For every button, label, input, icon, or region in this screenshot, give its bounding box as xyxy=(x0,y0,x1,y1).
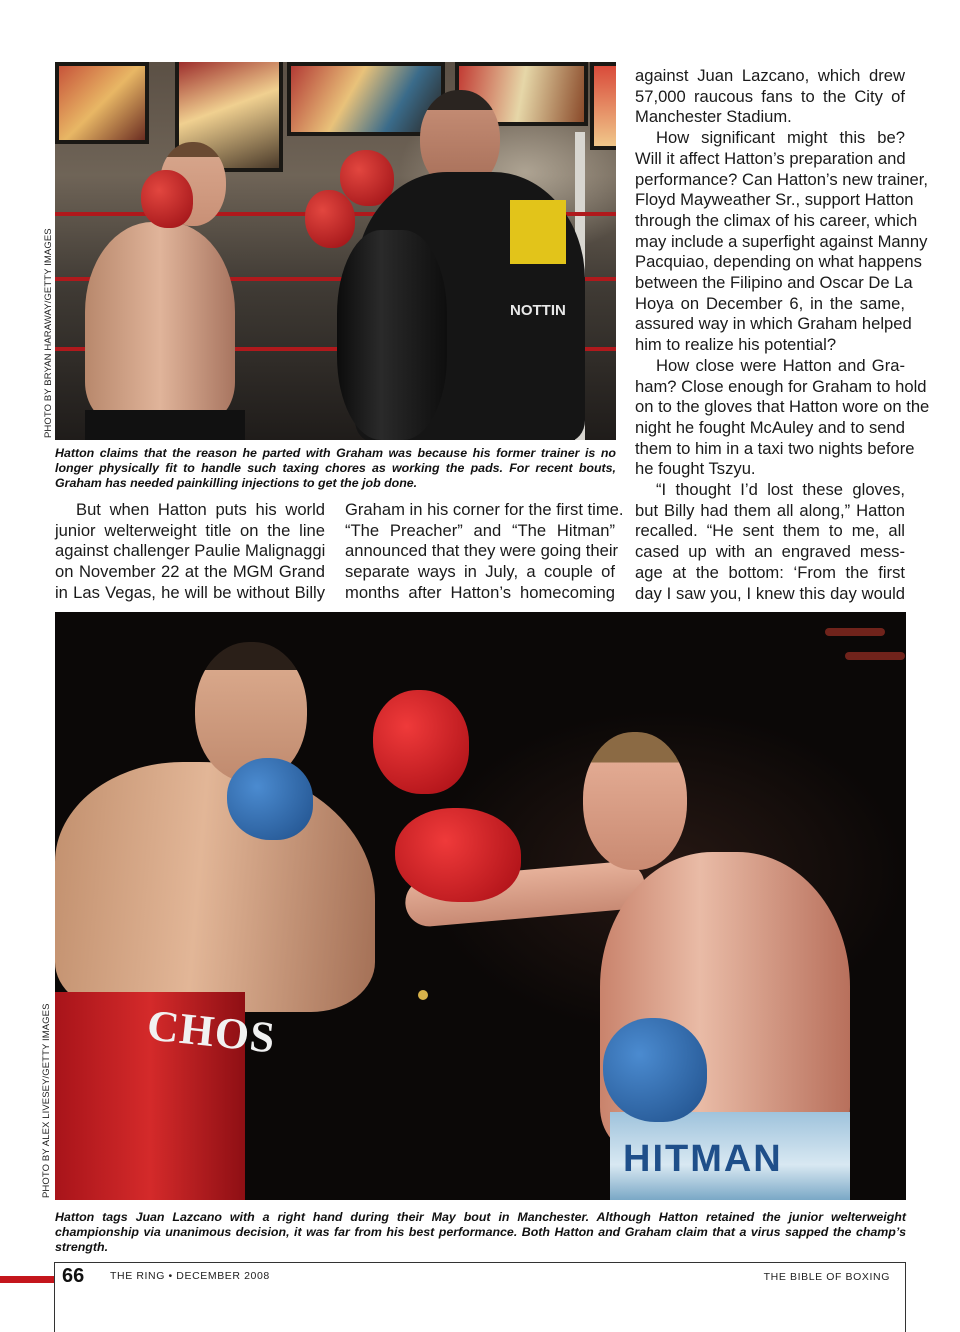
training-photo xyxy=(55,62,616,440)
fight-photo xyxy=(55,612,906,1200)
lazcano-trunks-text: CHOS xyxy=(144,1000,278,1063)
red-glove-icon xyxy=(373,690,469,794)
blue-glove-icon xyxy=(603,1018,707,1122)
article-line: Will it affect Hatton’s preparation and xyxy=(635,148,906,168)
article-line: but Billy had them all along,” Hatton xyxy=(635,500,905,520)
article-line: Hoya on December 6, in the same, xyxy=(635,293,905,313)
photo-caption-bottom: Hatton tags Juan Lazcano with a right hand during their May bout in Manchester. Although Hatton retained the junior welterweight championship via unanimous decision, it was far from his best performance. Both Hatton and Graham claim that a virus sapped the champ’s strength. xyxy=(55,1210,906,1254)
article-line: he fought Tszyu. xyxy=(635,459,756,479)
trainer-pad xyxy=(337,230,447,440)
article-line: may include a superfight against Manny xyxy=(635,231,928,251)
footer-rule xyxy=(54,1262,906,1263)
footer-divider-left xyxy=(54,1262,55,1332)
boxer-shorts xyxy=(85,410,245,440)
article-line: day I saw you, I knew this day would xyxy=(635,583,905,603)
arena-light xyxy=(418,990,428,1000)
red-glove-icon xyxy=(305,190,355,248)
article-line: junior welterweight title on the line xyxy=(55,520,325,540)
article-column-3 xyxy=(635,66,930,604)
article-line: 57,000 raucous fans to the City of xyxy=(635,86,905,106)
blue-glove-icon xyxy=(227,758,313,840)
article-paragraph xyxy=(635,128,929,356)
hatton-head xyxy=(583,732,687,870)
magazine-issue: THE RING • DECEMBER 2008 xyxy=(110,1270,270,1282)
page-number: 66 xyxy=(62,1265,85,1287)
arena-light xyxy=(845,652,905,660)
article-line: separate ways in July, a couple of xyxy=(345,562,615,582)
article-line: How significant might this be? xyxy=(656,128,905,148)
article-column-1 xyxy=(55,500,325,604)
boxer-torso xyxy=(85,222,235,422)
article-line: through the climax of his career, which xyxy=(635,210,918,230)
article-line: age at the bottom: ‘From the first xyxy=(635,562,905,582)
article-line: months after Hatton’s homecoming xyxy=(345,582,615,602)
article-line: But when Hatton puts his world xyxy=(76,500,325,519)
article-line: Graham in his corner for the first time. xyxy=(345,500,624,519)
article-line: against Juan Lazcano, which drew xyxy=(635,66,905,85)
article-line: night he fought McAuley and to send xyxy=(635,417,905,437)
article-line: Pacquiao, depending on what happens xyxy=(635,252,922,272)
shirt-text: NOTTIN xyxy=(510,302,566,319)
photo-caption-top: Hatton claims that the reason he parted with Graham was because his former trainer is no longer physically fit to handle such taxing chores as working the pads. For recent bouts, Graham has needed painkilling injections to get the job done. xyxy=(55,446,616,490)
article-line: against challenger Paulie Malignaggi xyxy=(55,541,326,561)
article-line: cased up with an engraved mess- xyxy=(635,542,905,562)
photo-credit-top: PHOTO BY BRYAN HARAWAY/GETTY IMAGES xyxy=(43,228,54,438)
article-line: them to him in a taxi two nights before xyxy=(635,438,915,458)
photo-credit-bottom: PHOTO BY ALEX LIVESEY/GETTY IMAGES xyxy=(41,1003,52,1198)
article-line: on to the gloves that Hatton wore on the xyxy=(635,397,930,417)
wall-poster xyxy=(55,62,149,144)
article-line: performance? Can Hatton’s new trainer, xyxy=(635,169,929,189)
article-line: “The Preacher” and “The Hitman” xyxy=(345,520,615,540)
article-line: him to realize his potential? xyxy=(635,335,837,355)
red-glove-icon xyxy=(141,170,193,228)
article-column-2 xyxy=(345,500,624,604)
article-line: announced that they were going their xyxy=(345,541,619,561)
article-line: Manchester Stadium. xyxy=(635,107,792,127)
article-line: in Las Vegas, he will be without Billy xyxy=(55,582,325,602)
lazcano-torso xyxy=(55,762,375,1012)
wall-poster xyxy=(590,62,616,150)
article-paragraph xyxy=(635,355,930,480)
article-paragraph xyxy=(635,480,905,604)
hatton-trunks-text: HITMAN xyxy=(623,1138,783,1180)
shirt-logo xyxy=(510,200,566,264)
red-glove-icon xyxy=(395,808,521,902)
article-line: How close were Hatton and Gra- xyxy=(656,355,905,375)
article-line: assured way in which Graham helped xyxy=(635,314,912,334)
article-line: ham? Close enough for Graham to hold xyxy=(635,376,927,396)
article-paragraph xyxy=(55,500,325,604)
article-line: on November 22 at the MGM Grand xyxy=(55,562,325,582)
article-paragraph xyxy=(635,66,905,128)
article-line: recalled. “He sent them to me, all xyxy=(635,521,905,541)
article-line: between the Filipino and Oscar De La xyxy=(635,273,913,293)
article-paragraph xyxy=(345,500,624,604)
article-line: Floyd Mayweather Sr., support Hatton xyxy=(635,190,914,210)
arena-light xyxy=(825,628,885,636)
folio-accent-bar xyxy=(0,1276,55,1283)
footer-divider-right xyxy=(905,1262,906,1332)
article-line: “I thought I’d lost these gloves, xyxy=(656,480,905,500)
magazine-tagline: THE BIBLE OF BOXING xyxy=(763,1271,890,1283)
